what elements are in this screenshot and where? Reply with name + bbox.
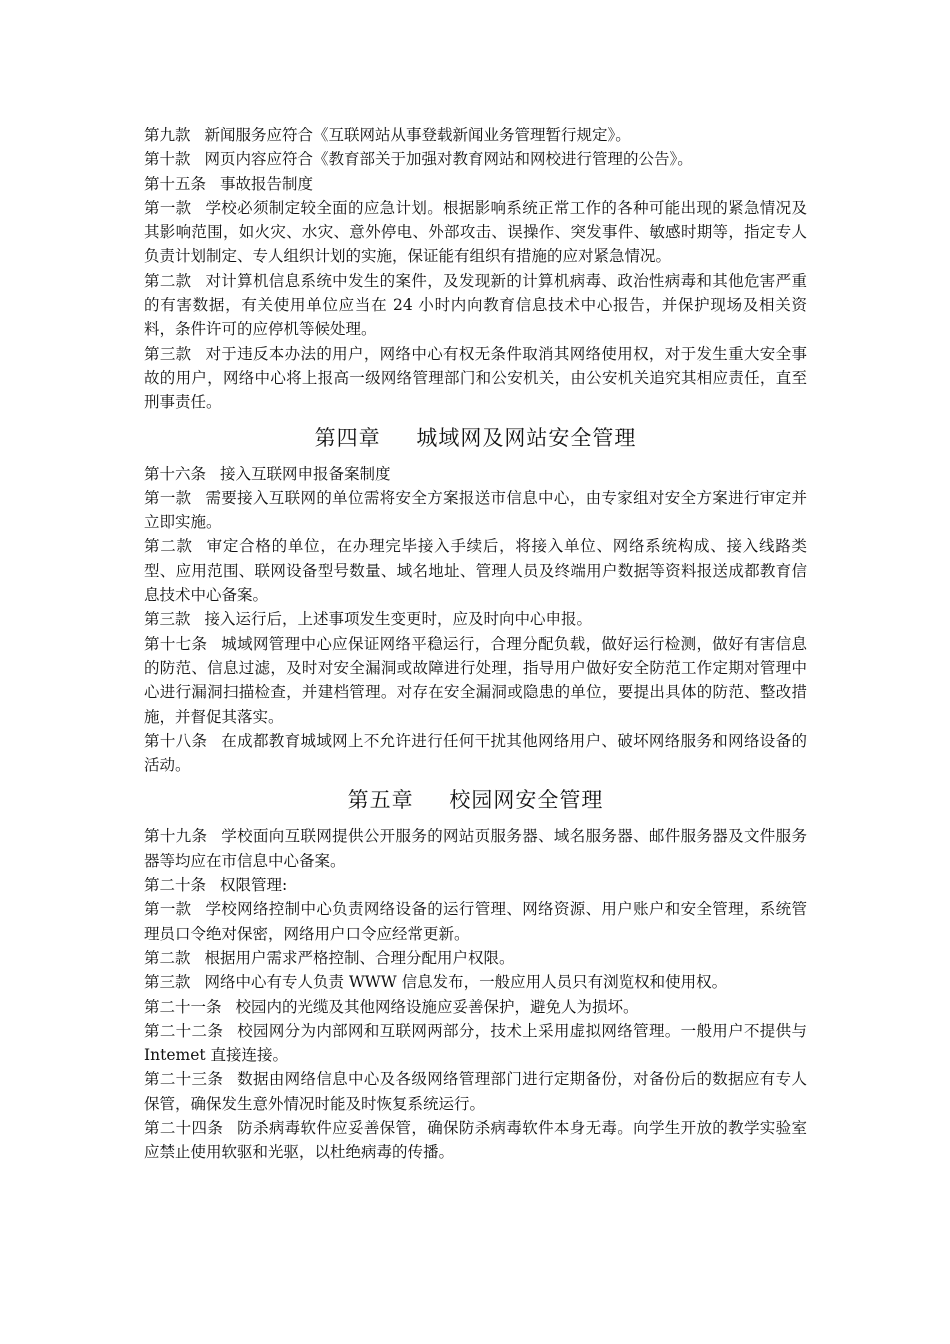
article-text: 接入互联网申报备案制度 bbox=[219, 464, 391, 483]
article-24 bbox=[144, 1116, 807, 1165]
clause-lead: 第二款 bbox=[144, 537, 193, 556]
clause-lead: 第三款 bbox=[144, 973, 191, 992]
article-16-clause-2 bbox=[144, 534, 807, 607]
article-text: 数据由网络信息中心及各级网络管理部门进行定期备份，对备份后的数据应有专人保管，确保发生意外情况时能及时恢复系统运行。 bbox=[144, 1070, 807, 1113]
clause-lead: 第三款 bbox=[144, 610, 191, 629]
clause-lead: 第十款 bbox=[144, 150, 191, 169]
article-text: 城域网管理中心应保证网络平稳运行，合理分配负载，做好运行检测，做好有害信息的防范、信息过滤，及时对安全漏洞或故障进行处理，指导用户做好安全防范工作定期对管理中心进行漏洞扫描检查，并建档管理。对存在安全漏洞或隐患的单位，要提出具体的防范、整改措施，并督促其落实。 bbox=[144, 634, 807, 726]
clause-text: 学校网络控制中心负责网络设备的运行管理、网络资源、用户账户和安全管理，系统管理员口令绝对保密，网络用户口令应经常更新。 bbox=[144, 900, 807, 943]
clause-text: 需要接入互联网的单位需将安全方案报送市信息中心，由专家组对安全方案进行审定并立即实施。 bbox=[144, 488, 807, 532]
clause-text: 接入运行后，上述事项发生变更时，应及时向中心申报。 bbox=[204, 610, 592, 629]
article-lead: 第二十一条 bbox=[144, 997, 222, 1016]
article-16-clause-3 bbox=[144, 607, 807, 631]
article-16-clause-1 bbox=[144, 486, 807, 535]
document-page bbox=[144, 123, 807, 1165]
article-text: 事故报告制度 bbox=[219, 174, 313, 193]
clause-lead: 第二款 bbox=[144, 948, 191, 967]
article-text: 校园内的光缆及其他网络设施应妥善保护，避免人为损坏。 bbox=[235, 997, 639, 1016]
clause-lead: 第三款 bbox=[144, 344, 192, 363]
clause-lead: 第一款 bbox=[144, 198, 192, 217]
clause-text: 对计算机信息系统中发生的案件，及发现新的计算机病毒、政治性病毒和其他危害严重的有害数据，有关使用单位应当在 24 小时内向教育信息技术中心报告，并保护现场及相关资料，条件许可的应停机等候处理。 bbox=[144, 271, 807, 339]
clause-lead: 第一款 bbox=[144, 488, 192, 507]
article-lead: 第二十四条 bbox=[144, 1118, 224, 1137]
chapter-number: 第四章 bbox=[314, 425, 381, 450]
article-text: 权限管理: bbox=[219, 876, 288, 895]
clause-text: 网页内容应符合《教育部关于加强对教育网站和网校进行管理的公告》。 bbox=[204, 150, 693, 169]
article-17 bbox=[144, 632, 807, 729]
clause-lead: 第一款 bbox=[144, 900, 192, 919]
article-20-clause-3 bbox=[144, 970, 807, 994]
clause-text: 对于违反本办法的用户，网络中心有权无条件取消其网络使用权，对于发生重大安全事故的用户，网络中心将上报高一级网络管理部门和公安机关，由公安机关追究其相应责任，直至刑事责任。 bbox=[144, 344, 807, 412]
chapter-5-heading bbox=[144, 786, 807, 814]
clause-text: 根据用户需求严格控制、合理分配用户权限。 bbox=[204, 948, 515, 967]
article-18 bbox=[144, 729, 807, 778]
article-16-title bbox=[144, 462, 807, 486]
article-text: 学校面向互联网提供公开服务的网站页服务器、域名服务器、邮件服务器及文件服务器等均应在市信息中心备案。 bbox=[144, 827, 807, 870]
article-text: 防杀病毒软件应妥善保管，确保防杀病毒软件本身无毒。向学生开放的教学实验室应禁止使用软驱和光驱，以杜绝病毒的传播。 bbox=[144, 1118, 807, 1162]
article-lead: 第十七条 bbox=[144, 634, 208, 653]
clause-text: 网络中心有专人负责 WWW 信息发布，一般应用人员只有浏览权和使用权。 bbox=[204, 973, 728, 992]
article-21 bbox=[144, 995, 807, 1019]
article-22 bbox=[144, 1019, 807, 1068]
article-text: 校园网分为内部网和互联网两部分，技术上采用虚拟网络管理。一般用户不提供与 Intemet 直接连接。 bbox=[144, 1021, 807, 1065]
article-10-clause bbox=[144, 147, 807, 171]
article-text: 在成都教育城域网上不允许进行任何干扰其他网络用户、破坏网络服务和网络设备的活动。 bbox=[144, 731, 807, 775]
article-15-title bbox=[144, 172, 807, 196]
clause-lead: 第二款 bbox=[144, 271, 192, 290]
article-23 bbox=[144, 1067, 807, 1116]
article-lead: 第十六条 bbox=[144, 464, 207, 483]
article-lead: 第十八条 bbox=[144, 731, 208, 750]
article-20-title bbox=[144, 873, 807, 897]
article-20-clause-2 bbox=[144, 946, 807, 970]
clause-lead: 第九款 bbox=[144, 126, 191, 144]
article-lead: 第二十三条 bbox=[144, 1070, 224, 1089]
article-lead: 第二十二条 bbox=[144, 1021, 224, 1040]
article-20-clause-1 bbox=[144, 897, 807, 946]
clause-text: 审定合格的单位，在办理完毕接入手续后，将接入单位、网络系统构成、接入线路类型、应用范围、联网设备型号数量、域名地址、管理人员及终端用户数据等资料报送成都教育信息技术中心备案。 bbox=[144, 537, 807, 605]
article-lead: 第十五条 bbox=[144, 174, 207, 193]
article-15-clause-2 bbox=[144, 269, 807, 342]
chapter-title: 城域网及网站安全管理 bbox=[416, 425, 637, 450]
article-lead: 第十九条 bbox=[144, 827, 208, 846]
article-9-clause bbox=[144, 123, 807, 147]
chapter-title: 校园网安全管理 bbox=[449, 788, 604, 813]
article-15-clause-1 bbox=[144, 196, 807, 269]
article-15-clause-3 bbox=[144, 342, 807, 415]
chapter-number: 第五章 bbox=[347, 788, 414, 813]
clause-text: 新闻服务应符合《互联网站从事登载新闻业务管理暂行规定》。 bbox=[204, 126, 631, 144]
article-19 bbox=[144, 824, 807, 873]
clause-text: 学校必须制定较全面的应急计划。根据影响系统正常工作的各种可能出现的紧急情况及其影响范围，如火灾、水灾、意外停电、外部攻击、误操作、突发事件、敏感时期等，指定专人负责计划制定、专人组织计划的实施，保证能有组织有措施的应对紧急情况。 bbox=[144, 198, 807, 266]
chapter-4-heading bbox=[144, 424, 807, 452]
article-lead: 第二十条 bbox=[144, 876, 207, 895]
